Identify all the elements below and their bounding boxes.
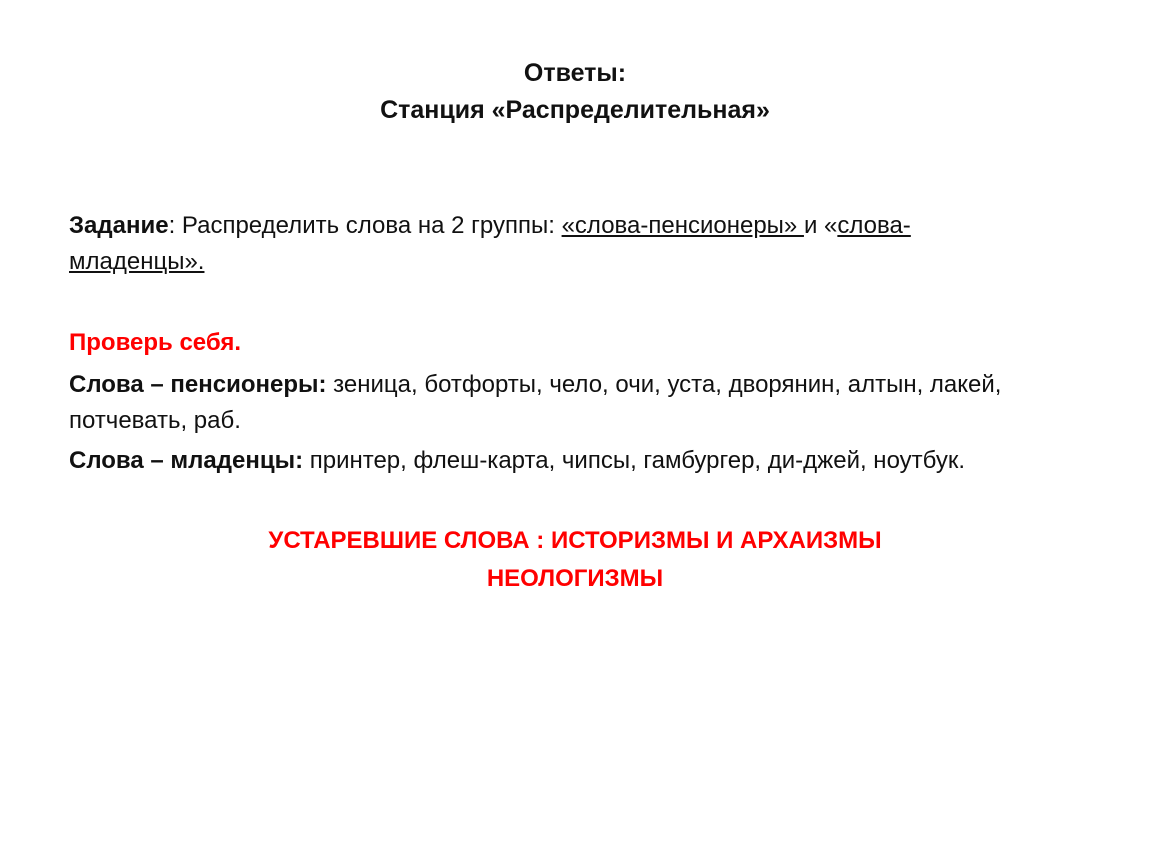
summary-line-2: НЕОЛОГИЗМЫ xyxy=(486,565,664,592)
babies-line xyxy=(69,443,1079,479)
task-text: Распределить слова на 2 группы: xyxy=(181,212,562,239)
check-yourself-heading: Проверь себя. xyxy=(69,329,241,356)
title-line-1: Ответы: xyxy=(523,59,627,87)
title-line-2: Станция «Распределительная» xyxy=(380,96,770,124)
task-paragraph xyxy=(69,208,999,280)
group-pensioners: «слова-пенсионеры» xyxy=(561,212,804,239)
pensioners-words: зеница, ботфорты, чело, очи, уста, дворянин, алтын, лакей, потчевать, раб. xyxy=(69,371,1002,434)
babies-words: принтер, флеш-карта, чипсы, гамбургер, ди-джей, ноутбук. xyxy=(303,447,966,474)
slide-title xyxy=(0,55,1150,129)
pensioners-label: Слова – пенсионеры: xyxy=(69,371,327,398)
summary-block xyxy=(0,522,1150,598)
group-babies-part2: младенцы». xyxy=(69,248,205,275)
answers-block xyxy=(69,325,1079,483)
babies-label: Слова – младенцы: xyxy=(69,447,304,474)
task-and: и « xyxy=(803,212,838,239)
summary-line-1: УСТАРЕВШИЕ СЛОВА : ИСТОРИЗМЫ И АРХАИЗМЫ xyxy=(268,527,882,554)
pensioners-line xyxy=(69,367,1079,439)
group-babies-part1: слова- xyxy=(837,212,911,239)
task-label: Задание xyxy=(69,212,169,239)
task-separator: : xyxy=(168,212,182,239)
